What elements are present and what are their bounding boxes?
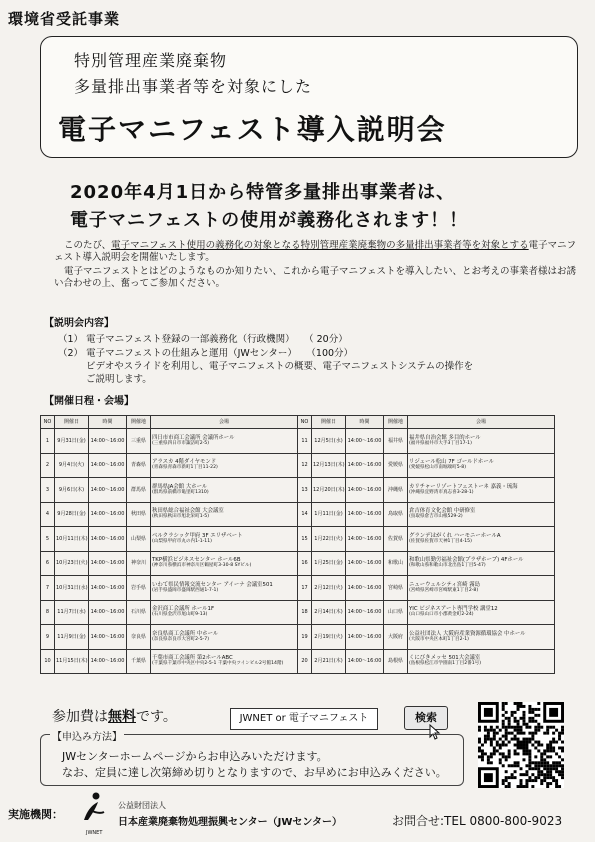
cell-time: 14:00～16:00 (346, 478, 384, 503)
cell-time: 14:00～16:00 (89, 551, 127, 576)
schedule-table (40, 415, 555, 674)
table-row (41, 453, 555, 478)
cell-place: 群馬県 (127, 478, 151, 503)
cell-date: 10月11日(木) (55, 527, 89, 552)
apply-line-2: なお、定員に達し次第締め切りとなりますので、お早めにお申込みください。 (62, 766, 447, 779)
venue-name: カリチャーリゾートフェストーネ 嘉義・琉海 (409, 483, 518, 490)
content-item-2: （2） 電子マニフェストの仕組みと運用（JWセンター） （100分） (58, 348, 354, 359)
cell-place: 大阪府 (384, 625, 408, 650)
table-row (41, 502, 555, 527)
cell-venue (151, 502, 298, 527)
cell-date: 10月31日(水) (55, 576, 89, 601)
venue-name: リジェール松山 7F ゴールドホール (409, 459, 494, 466)
table-row (41, 649, 555, 674)
venue-address: (青森県青森市新町1丁目11-22) (152, 465, 218, 471)
apply-label: 【申込み方法】 (50, 728, 124, 743)
fee-prefix: 参加費は (52, 709, 108, 725)
cell-no: 2 (41, 453, 55, 478)
schedule-heading: 【開催日程・会場】 (44, 396, 134, 407)
intro-paragraph-1 (54, 240, 584, 264)
cell-time: 14:00～16:00 (346, 551, 384, 576)
content-item-2-note-2: ご説明します。 (86, 374, 152, 385)
cell-place: 奈良県 (127, 625, 151, 650)
cell-venue (408, 576, 555, 601)
content-item-1: （1） 電子マニフェスト登録の一部義務化（行政機関） （ 20分） (58, 334, 348, 345)
cell-date: 12月5日(水) (312, 429, 346, 454)
venue-address: (三重県四日市市諏訪町2-5) (152, 440, 210, 446)
cell-venue (408, 527, 555, 552)
cell-time: 14:00～16:00 (89, 429, 127, 454)
cell-time: 14:00～16:00 (346, 600, 384, 625)
cell-time: 14:00～16:00 (89, 453, 127, 478)
cell-date: 12月13日(木) (312, 453, 346, 478)
cell-date: 2月14日(木) (312, 600, 346, 625)
headline-1: 2020年4月1日から特管多量排出事業者は、 (70, 182, 456, 203)
cell-time: 14:00～16:00 (346, 527, 384, 552)
cell-time: 14:00～16:00 (346, 649, 384, 674)
cell-time: 14:00～16:00 (346, 576, 384, 601)
cell-no: 1 (41, 429, 55, 454)
cell-place: 千葉県 (127, 649, 151, 674)
venue-address: (大阪市中央区本町1丁目2-1) (409, 636, 469, 642)
intro-text-a: このたび、 (64, 240, 112, 251)
cell-date: 1月11日(金) (312, 502, 346, 527)
page-title: 電子マニフェスト導入説明会 (58, 113, 447, 146)
cell-no: 18 (298, 600, 312, 625)
cell-venue (151, 453, 298, 478)
cell-date: 1月22日(火) (312, 527, 346, 552)
cell-date: 11月9日(金) (55, 625, 89, 650)
logo-text: JWNET (86, 830, 103, 836)
venue-name: 群馬県JA会館 大ホール (152, 483, 208, 490)
search-input[interactable]: JWNET or 電子マニフェスト (230, 708, 378, 730)
cell-time: 14:00～16:00 (346, 502, 384, 527)
venue-address: (沖縄県宜野湾市真志喜3-28-1) (409, 489, 474, 495)
header-no: NO (298, 416, 312, 429)
cell-date: 9月4日(火) (55, 453, 89, 478)
cell-place: 鳥取県 (384, 502, 408, 527)
venue-address: (鳥取県倉吉市山根529-2) (409, 514, 463, 520)
header-time: 時間 (89, 416, 127, 429)
cell-place: 島根県 (384, 649, 408, 674)
cell-venue (151, 576, 298, 601)
venue-name: 四日市市商工会議所 会議所ホール (152, 434, 235, 441)
venue-name: 福井県自治会館 多目的ホール (409, 434, 481, 441)
cell-no: 8 (41, 600, 55, 625)
cell-time: 14:00～16:00 (346, 453, 384, 478)
cell-place: 愛媛県 (384, 453, 408, 478)
cell-no: 5 (41, 527, 55, 552)
headline-2: 電子マニフェストの使用が義務化されます！！ (70, 210, 469, 231)
header-venue: 会場 (151, 416, 298, 429)
cell-no: 12 (298, 453, 312, 478)
cell-no: 14 (298, 502, 312, 527)
table-row (41, 527, 555, 552)
venue-address: (石川県金沢市尾山町9-13) (152, 612, 208, 618)
cell-place: 石川県 (127, 600, 151, 625)
table-row (41, 429, 555, 454)
cell-time: 14:00～16:00 (89, 478, 127, 503)
intro-text-b: 電子マニフェスト導入説明会を開催いたします。 (54, 240, 577, 263)
cell-venue (151, 600, 298, 625)
cell-venue (408, 478, 555, 503)
cell-place: 三重県 (127, 429, 151, 454)
cell-date: 9月6日(木) (55, 478, 89, 503)
cell-venue (151, 649, 298, 674)
cell-place: 山口県 (384, 600, 408, 625)
cell-venue (151, 551, 298, 576)
intro-text-underlined: 電子マニフェスト使用の義務化の対象となる特別管理産業廃棄物の多量排出事業者等を対象とする (111, 240, 529, 251)
cell-venue (408, 600, 555, 625)
qr-code-icon[interactable] (478, 702, 564, 788)
venue-name: 公益社団法人 大阪府産業資源循環協会 中ホール (409, 630, 526, 637)
cell-date: 9月31日(金) (55, 429, 89, 454)
cell-venue (151, 478, 298, 503)
venue-address: (岩手県盛岡市盛岡駅西通1-7-1) (152, 587, 219, 593)
cell-venue (408, 453, 555, 478)
venue-name: 千葉市商工会議所 第2ホールABC (152, 655, 233, 662)
cell-place: 秋田県 (127, 502, 151, 527)
fee-suffix: です。 (136, 709, 177, 725)
venue-address: (福井県福井市大手3丁目17-1) (409, 440, 472, 446)
org-type: 公益財団法人 (118, 801, 166, 810)
venue-name: 奈良県商工会議所 中ホール (152, 630, 219, 637)
venue-address: (島根県松江市学園南1丁目2番1号) (409, 661, 482, 667)
content-item-2-note-1: ビデオやスライドを利用し、電子マニフェストの概要、電子マニフェストシステムの操作を (86, 361, 474, 372)
search-button[interactable]: 検索 (404, 706, 448, 730)
venue-address: (山口県山口市小郡黄金町2-24) (409, 612, 474, 618)
fee-text (52, 706, 177, 726)
cell-venue (408, 551, 555, 576)
cell-time: 14:00～16:00 (89, 502, 127, 527)
cell-date: 1月25日(金) (312, 551, 346, 576)
cell-date: 9月28日(金) (55, 502, 89, 527)
venue-address: (秋田県秋田市旭北栄町1-5) (152, 514, 210, 520)
venue-name: ニューウェルシティ宮崎 霧島 (409, 581, 481, 588)
venue-address: (宮崎県宮崎市宮崎駅東1丁目2-8) (409, 587, 479, 593)
cell-date: 10月23日(火) (55, 551, 89, 576)
content-heading: 【説明会内容】 (44, 318, 114, 329)
cell-time: 14:00～16:00 (89, 649, 127, 674)
venue-name: くにびきメッセ 501大会議室 (409, 655, 481, 662)
cell-no: 11 (298, 429, 312, 454)
title-sub1: 特別管理産業廃棄物 (74, 51, 228, 70)
cell-place: 福井県 (384, 429, 408, 454)
cell-place: 和歌山 (384, 551, 408, 576)
header-venue: 会場 (408, 416, 555, 429)
venue-address: (神奈川県横浜市神奈川区鶴屋町3-30-8 SYビル) (152, 563, 252, 569)
apply-line-1: JWセンターホームページからお申込みいただけます。 (62, 750, 328, 763)
cell-date: 2月12日(火) (312, 576, 346, 601)
org-name: 日本産業廃棄物処理振興センター（JWセンター） (118, 817, 342, 828)
cell-date: 12月20日(木) (312, 478, 346, 503)
cell-venue (151, 527, 298, 552)
venue-address: (愛媛県松山市南堀端町5-8) (409, 465, 467, 471)
venue-name: ベルクラシック甲府 3F エリザベート (152, 532, 243, 539)
venue-address: (和歌山県和歌山市北出島1丁目5-47) (409, 563, 486, 569)
cell-time: 14:00～16:00 (89, 576, 127, 601)
venue-name: 秋田県総合福祉会館 大会議室 (152, 508, 224, 515)
cell-time: 14:00～16:00 (89, 527, 127, 552)
cell-no: 9 (41, 625, 55, 650)
venue-name: YIC ビジネスアート専門学校 講堂12 (409, 606, 498, 613)
venue-address: (千葉県千葉市中央区中央2-5-1 千葉中央ツインビル2号館14階) (152, 661, 284, 667)
cell-venue (408, 502, 555, 527)
cell-place: 青森県 (127, 453, 151, 478)
cell-date: 11月15日(木) (55, 649, 89, 674)
cell-place: 神奈川 (127, 551, 151, 576)
cell-place: 沖縄県 (384, 478, 408, 503)
cell-date: 2月19日(火) (312, 625, 346, 650)
venue-address: (佐賀県佐賀市天神1丁目4-15) (409, 538, 472, 544)
cell-date: 11月7日(水) (55, 600, 89, 625)
cell-no: 13 (298, 478, 312, 503)
cell-date: 2月21日(木) (312, 649, 346, 674)
cell-no: 6 (41, 551, 55, 576)
table-row (41, 478, 555, 503)
cell-time: 14:00～16:00 (346, 625, 384, 650)
cell-time: 14:00～16:00 (89, 625, 127, 650)
venue-name: アラスカ 4階ダイヤモンド (152, 459, 217, 466)
cell-place: 宮崎県 (384, 576, 408, 601)
cell-no: 7 (41, 576, 55, 601)
jwnet-logo (76, 790, 108, 830)
cell-no: 19 (298, 625, 312, 650)
inquiry-phone: お問合せ:TEL 0800-800-9023 (392, 814, 563, 828)
cell-time: 14:00～16:00 (346, 429, 384, 454)
cell-no: 10 (41, 649, 55, 674)
cell-no: 4 (41, 502, 55, 527)
header-no: NO (41, 416, 55, 429)
cell-venue (151, 429, 298, 454)
cell-place: 佐賀県 (384, 527, 408, 552)
header-date: 開催日 (55, 416, 89, 429)
cell-venue (408, 429, 555, 454)
fee-free: 無料 (108, 709, 136, 725)
cell-venue (408, 649, 555, 674)
venue-name: グランデはがくれ ハーモニーホールA (409, 532, 501, 539)
cell-no: 3 (41, 478, 55, 503)
cell-venue (151, 625, 298, 650)
cell-no: 20 (298, 649, 312, 674)
cell-venue (408, 625, 555, 650)
cell-no: 17 (298, 576, 312, 601)
venue-address: (奈良県奈良市大宮町2-5-7) (152, 636, 210, 642)
cell-place: 山梨県 (127, 527, 151, 552)
header-place: 開催地 (127, 416, 151, 429)
table-row (41, 625, 555, 650)
cell-no: 15 (298, 527, 312, 552)
intro-paragraph-2: 電子マニフェストとはどのようなものか知りたい、これから電子マニフェストを導入したい、とお考えの事業者様はお誘い合わせの上、奮ってご参加ください。 (54, 266, 577, 289)
venue-name: いわて県民情報交流センター アイーナ 会議室501 (152, 581, 273, 588)
venue-address: (群馬県前橋市亀里町1310) (152, 489, 209, 495)
venue-name: 和歌山県勤労福祉会館(プラザホープ) 4Fホール (409, 557, 524, 564)
header-date: 開催日 (312, 416, 346, 429)
cell-no: 16 (298, 551, 312, 576)
header-time: 時間 (346, 416, 384, 429)
cell-place: 岩手県 (127, 576, 151, 601)
venue-name: 倉吉体育文化会館 中研修室 (409, 508, 476, 515)
implementing-agency-label: 実施機関： (8, 808, 63, 821)
header-place: 開催地 (384, 416, 408, 429)
venue-name: 金沢商工会議所 ホール1F (152, 606, 215, 613)
venue-address: (山梨県甲府市丸の内1-1-11) (152, 538, 212, 544)
table-row (41, 600, 555, 625)
title-sub2: 多量排出事業者等を対象にした (74, 77, 313, 96)
cell-time: 14:00～16:00 (89, 600, 127, 625)
schedule-header-row (41, 416, 555, 429)
table-row (41, 576, 555, 601)
venue-name: TKP横浜ビジネスセンター ホール6B (152, 557, 241, 564)
top-label: 環境省受託事業 (8, 10, 121, 28)
table-row (41, 551, 555, 576)
